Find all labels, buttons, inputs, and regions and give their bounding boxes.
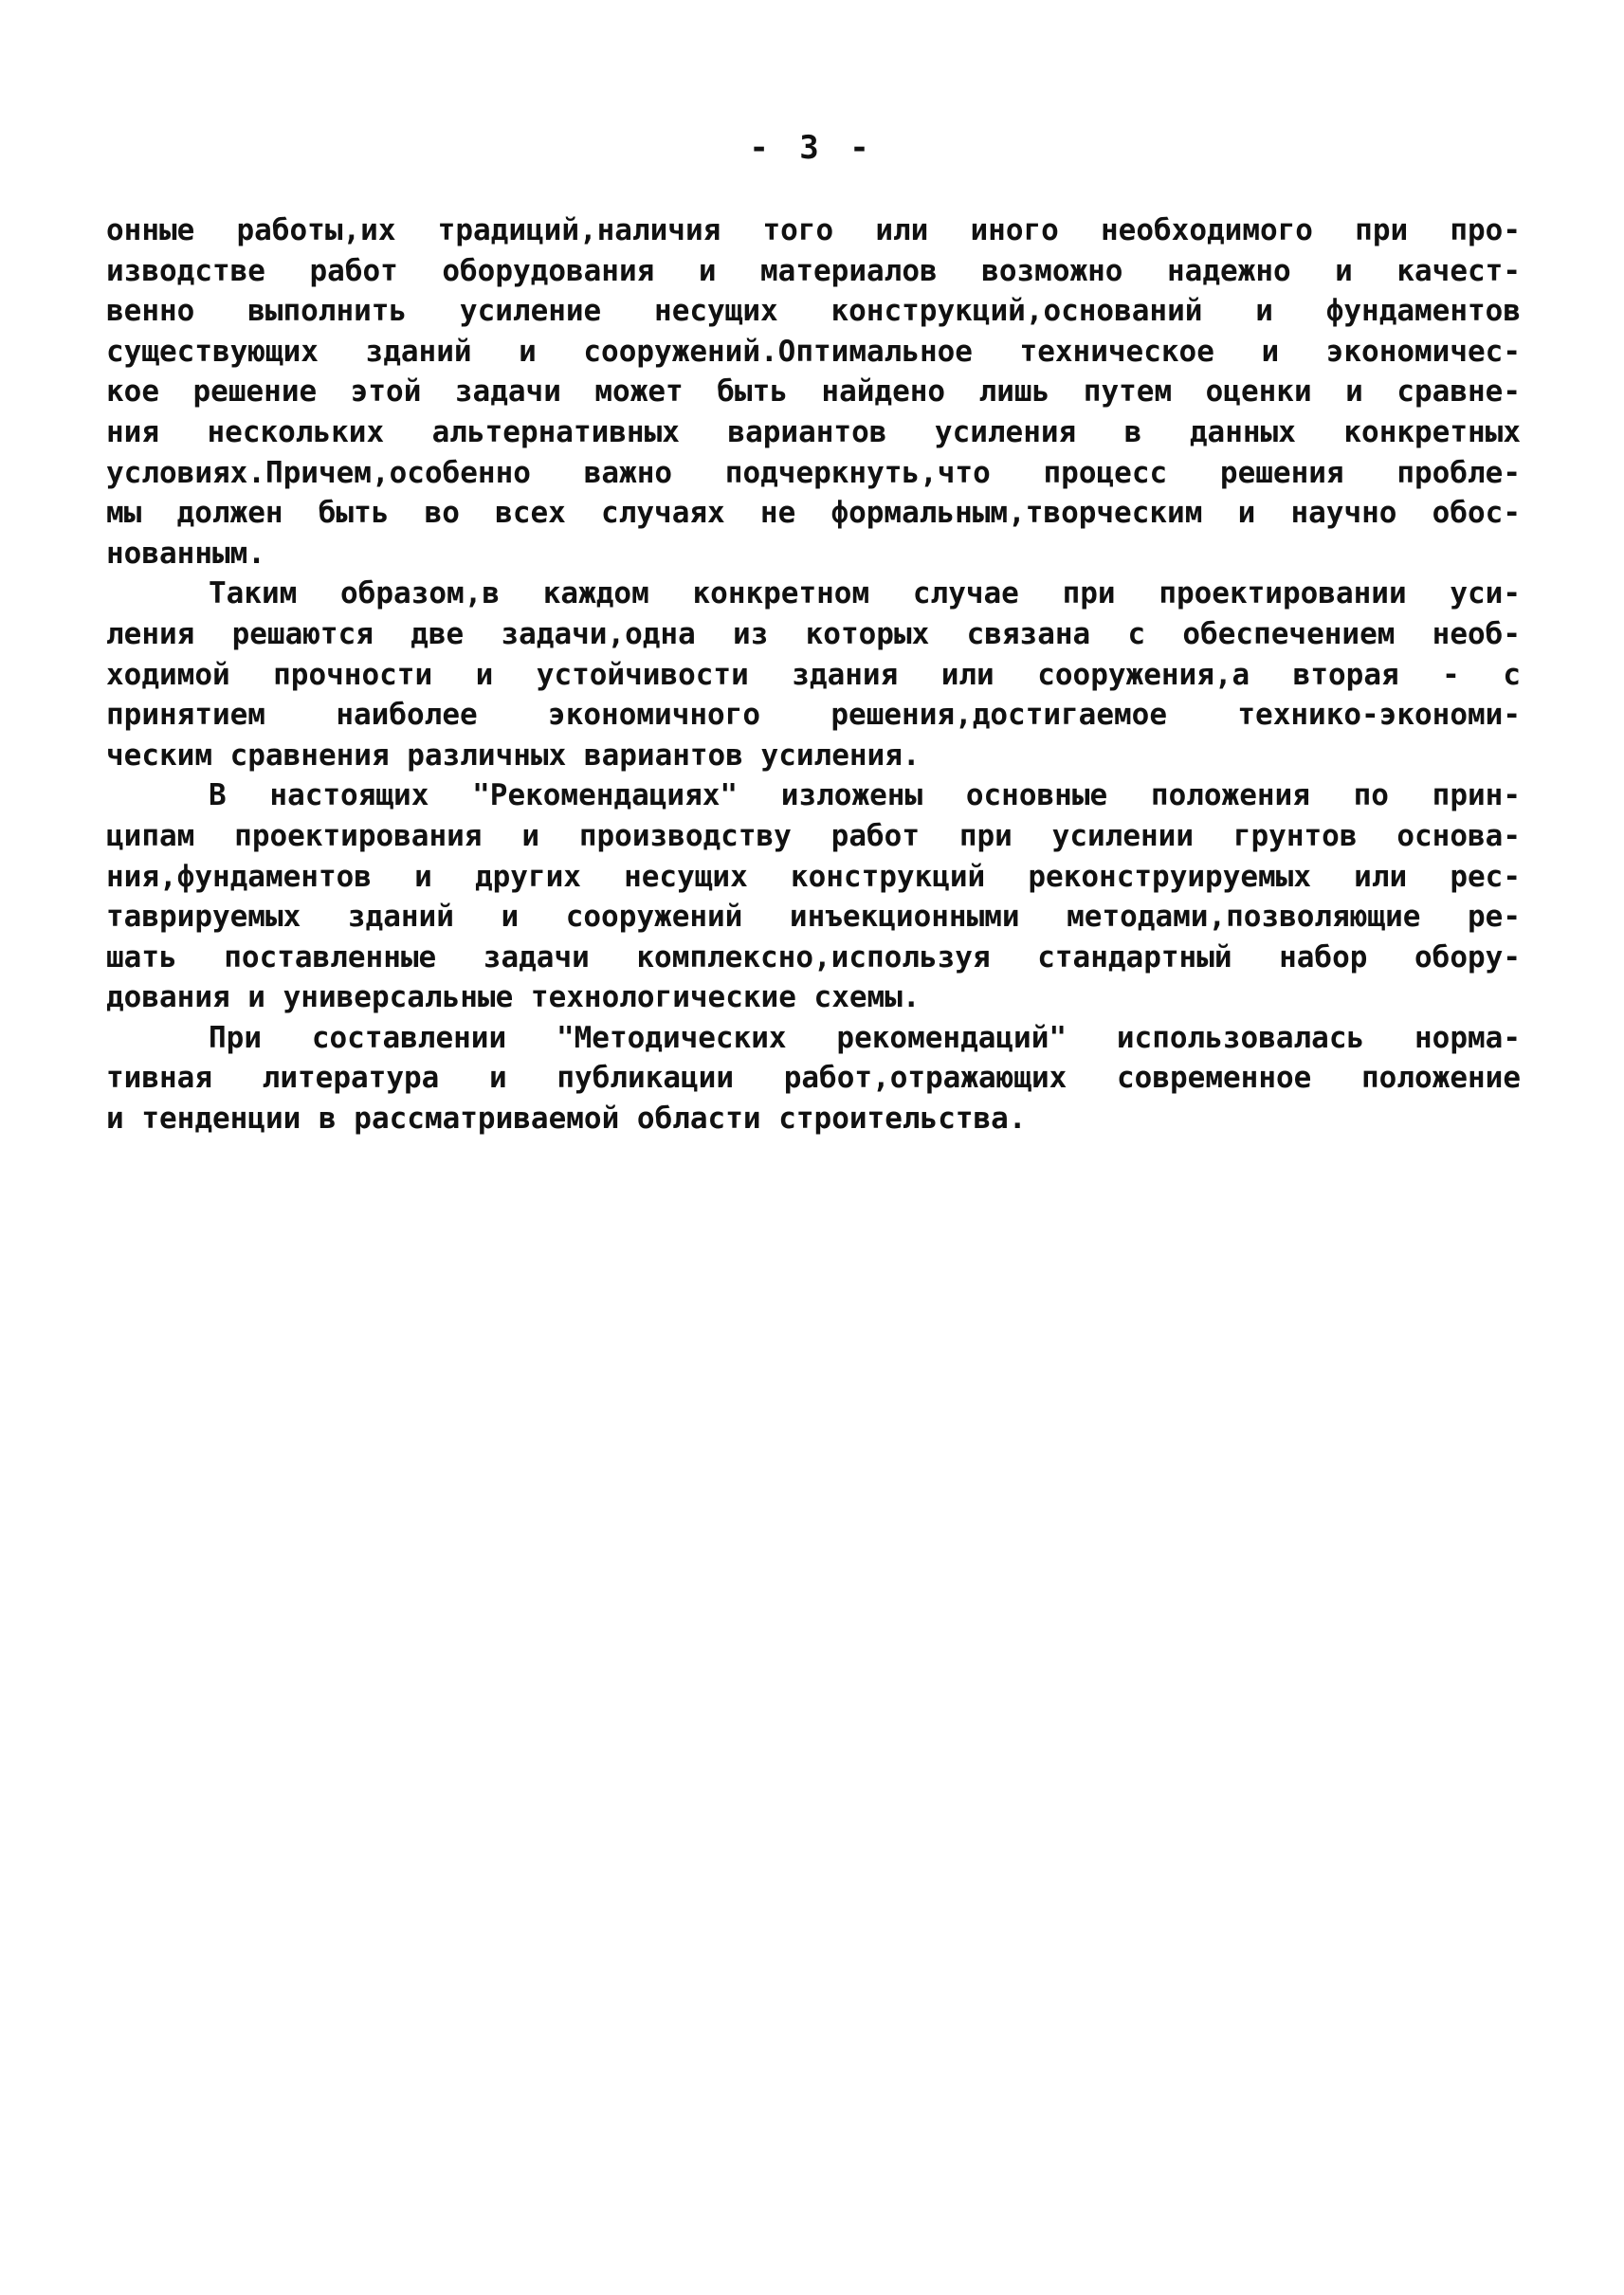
text-line: ходимой прочности и устойчивости здания или сооружения,а вторая - с bbox=[106, 657, 1521, 692]
text-line: тивная литература и публикации работ,отражающих современное положение bbox=[106, 1061, 1521, 1096]
text-line: изводстве работ оборудования и материалов возможно надежно и качест- bbox=[106, 253, 1521, 288]
text-line: принятием наиболее экономичного решения,достигаемое технико-экономи- bbox=[106, 698, 1521, 733]
text-line: Таким образом,в каждом конкретном случае при проектировании уси- bbox=[209, 576, 1521, 611]
text-line: В настоящих "Рекомендациях" изложены основные положения по прин- bbox=[209, 778, 1521, 813]
text-line: ципам проектирования и производству работ при усилении грунтов основа- bbox=[106, 818, 1521, 853]
text-line: и тенденции в рассматриваемой области строительства. bbox=[106, 1102, 1027, 1137]
body-text bbox=[106, 210, 1521, 1139]
text-line: онные работы,их традиций,наличия того или иного необходимого при про- bbox=[106, 213, 1521, 247]
text-line: При составлении "Методических рекомендаций" использовалась норма- bbox=[209, 1020, 1521, 1055]
text-line: дования и универсальные технологические схемы. bbox=[106, 980, 921, 1015]
text-line: существующих зданий и сооружений.Оптимальное техническое и экономичес- bbox=[106, 334, 1521, 369]
text-line: ния,фундаментов и других несущих конструкций реконструируемых или рес- bbox=[106, 859, 1521, 894]
text-line: нованным. bbox=[106, 536, 265, 571]
paragraph-2 bbox=[106, 574, 1521, 775]
text-line: ния нескольких альтернативных вариантов усиления в данных конкретных bbox=[106, 414, 1521, 449]
text-line: мы должен быть во всех случаях не формальным,творческим и научно обос- bbox=[106, 496, 1521, 531]
paragraph-4 bbox=[106, 1018, 1521, 1139]
text-line: кое решение этой задачи может быть найдено лишь путем оценки и сравне- bbox=[106, 374, 1521, 410]
text-line: шать поставленные задачи комплексно,используя стандартный набор обору- bbox=[106, 939, 1521, 974]
text-line: условиях.Причем,особенно важно подчеркнуть,что процесс решения пробле- bbox=[106, 455, 1521, 490]
text-line: ческим сравнения различных вариантов усиления. bbox=[106, 738, 921, 773]
text-line: таврируемых зданий и сооружений инъекционными методами,позволяющие ре- bbox=[106, 900, 1521, 935]
paragraph-3 bbox=[106, 775, 1521, 1018]
text-line: ления решаются две задачи,одна из которых связана с обеспечением необ- bbox=[106, 616, 1521, 651]
page-number: - 3 - bbox=[749, 129, 875, 167]
paragraph-1 bbox=[106, 210, 1521, 574]
text-line: венно выполнить усиление несущих конструкций,оснований и фундаментов bbox=[106, 294, 1521, 329]
